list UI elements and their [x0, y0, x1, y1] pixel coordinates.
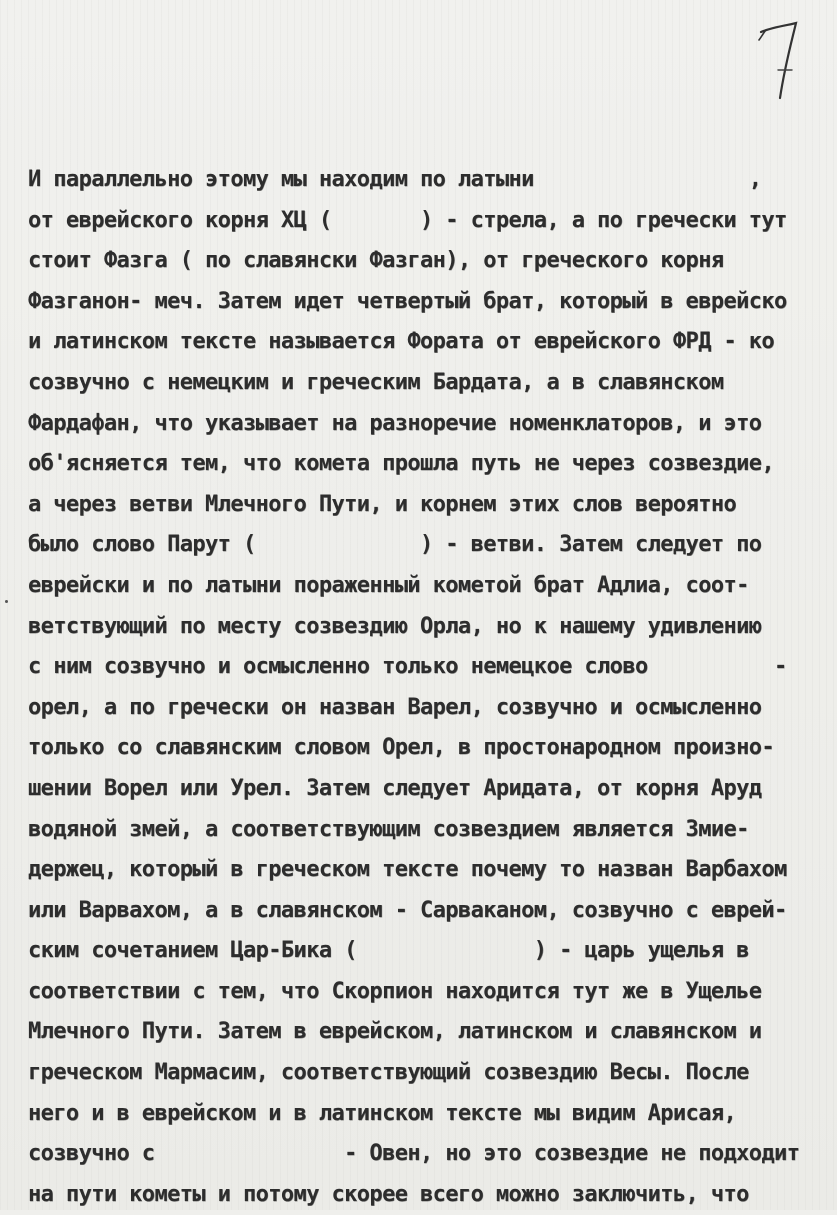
text-line: И параллельно этому мы находим по латыни ,	[28, 167, 762, 192]
text-line: стоит Фазга ( по славянски Фазган), от греческого корня	[28, 248, 724, 274]
text-line: орел, а по гречески он назван Варел, созвучно и осмысленно	[28, 694, 762, 720]
text-line: с ним созвучно и осмысленно только немецкое слово -	[28, 654, 787, 680]
text-line: и латинском тексте называется Фората от еврейского ФРД - ко	[28, 329, 775, 355]
text-line: держец, который в греческом тексте почему то назван Варбахом	[28, 857, 787, 883]
text-line: а через ветви Млечного Пути, и корнем этих слов вероятно	[28, 491, 737, 517]
text-line: Фазганон- меч. Затем идет четвертый брат, который в еврейско	[28, 288, 787, 314]
margin-speck	[5, 600, 8, 603]
text-line: созвучно с немецким и греческим Бардата, а в славянском	[28, 369, 724, 395]
text-line: шении Ворел или Урел. Затем следует Аридата, от корня Аруд	[28, 775, 762, 801]
text-line: об'ясняется тем, что комета прошла путь не через созвездие,	[28, 451, 775, 477]
text-line: от еврейского корня ХЦ ( ) - стрела, а по гречески тут	[28, 207, 787, 233]
text-line: водяной змей, а соответствующим созвездием является Змие-	[28, 816, 749, 842]
typewritten-body	[28, 160, 828, 1215]
text-line: или Варвахом, а в славянском - Сарваканом, созвучно с еврей-	[28, 897, 787, 923]
text-line: еврейски и по латыни пораженный кометой брат Адлиа, соот-	[28, 572, 749, 598]
text-line: Млечного Пути. Затем в еврейском, латинском и славянском и	[28, 1019, 762, 1045]
handwritten-page-number	[758, 10, 802, 100]
text-line: соответствии с тем, что Скорпион находится тут же в Ущелье	[28, 978, 762, 1004]
text-line: греческом Мармасим, соответствующий созвездию Весы. После	[28, 1060, 749, 1086]
text-line: ветствующий по месту созвездию Орла, но к нашему удивлению	[28, 613, 762, 639]
text-line: созвучно с - Овен, но это созвездие не подходит	[28, 1141, 800, 1167]
text-line: ским сочетанием Цар-Бика ( ) - царь ущелья в	[28, 938, 749, 964]
text-line: на пути кометы и потому скорее всего можно заключить, что	[28, 1181, 749, 1207]
text-line: Фардафан, что указывает на разноречие номенклаторов, и это	[28, 410, 762, 436]
text-line: него и в еврейском и в латинском тексте мы видим Арисая,	[28, 1100, 737, 1126]
text-line: было слово Парут ( ) - ветви. Затем следует по	[28, 532, 762, 558]
text-line: только со славянским словом Орел, в простонародном произно-	[28, 735, 775, 761]
